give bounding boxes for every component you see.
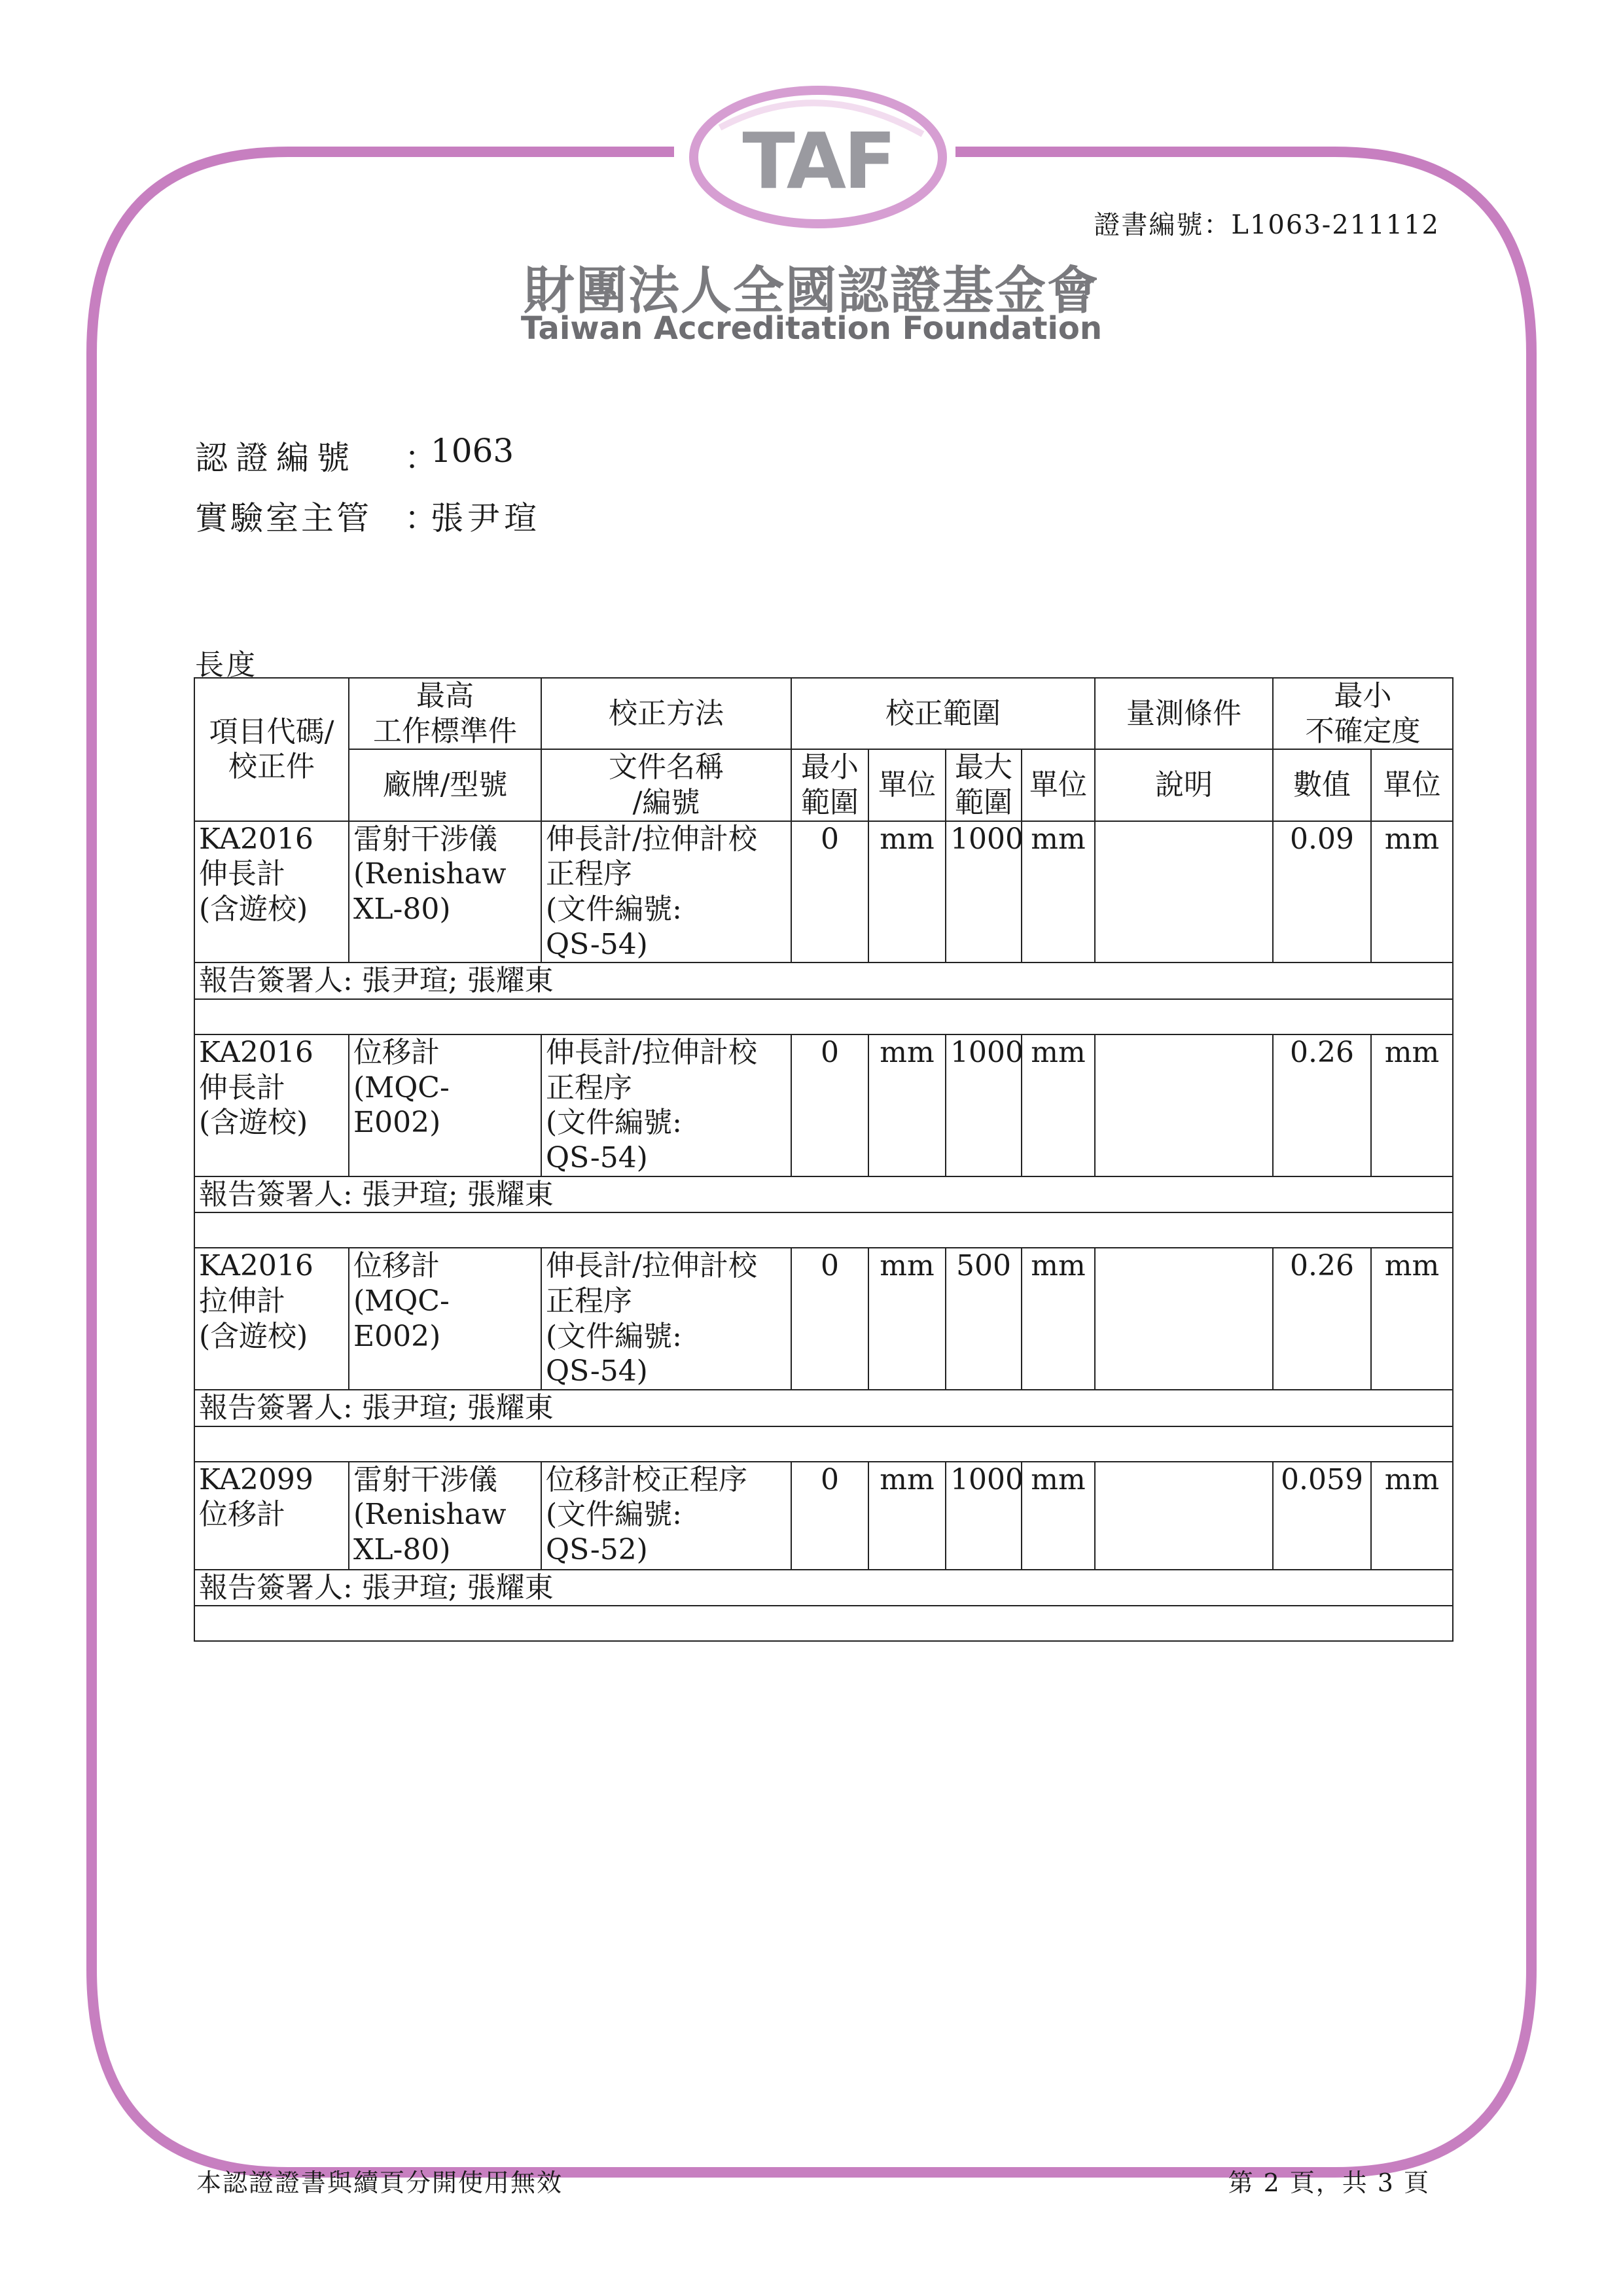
header-document: 文件名稱 /編號	[541, 749, 791, 821]
signers-text: 報告簽署人: 張尹瑄; 張耀東	[194, 1570, 1453, 1606]
header-range-min-unit: 單位	[868, 749, 946, 821]
page-indicator	[1228, 2163, 1430, 2199]
section-title: 長度	[195, 648, 258, 682]
footer-notice: 本認證證書與續頁分開使用無效	[196, 2168, 563, 2197]
cell-range-min: 0	[791, 821, 868, 963]
manager-row	[195, 492, 541, 539]
manager-label: 實驗室主管	[195, 499, 372, 537]
header-item: 項目代碼/ 校正件	[194, 678, 349, 821]
cell-conditions	[1095, 1462, 1273, 1570]
header-range-max: 最大 範圍	[946, 749, 1022, 821]
header-uncertainty: 最小 不確定度	[1273, 678, 1453, 749]
table-row	[194, 1462, 1453, 1570]
cell-conditions	[1095, 1248, 1273, 1390]
table-row	[194, 1034, 1453, 1176]
spacer-row	[194, 1426, 1453, 1462]
accreditation-separator: ：	[404, 439, 437, 477]
cell-range-max-unit: mm	[1022, 1462, 1095, 1570]
cell-method: 伸長計/拉伸計校 正程序 (文件編號: QS-54)	[541, 1248, 791, 1390]
certificate-number-value: L1063-211112	[1231, 210, 1440, 240]
cell-range-min-unit: mm	[868, 821, 946, 963]
cell-uncertainty-value: 0.26	[1273, 1034, 1371, 1176]
taf-logo	[681, 82, 955, 232]
signers-row	[194, 1570, 1453, 1606]
cell-range-max-unit: mm	[1022, 821, 1095, 963]
page-suffix: 頁	[1403, 2168, 1430, 2197]
spacer-row	[194, 999, 1453, 1034]
table-row	[194, 821, 1453, 963]
cell-range-max-unit: mm	[1022, 1248, 1095, 1390]
cell-item: KA2099 位移計	[194, 1462, 349, 1570]
cell-standard: 雷射干涉儀 (Renishaw XL-80)	[349, 1462, 541, 1570]
cell-item: KA2016 拉伸計 (含遊校)	[194, 1248, 349, 1390]
cell-standard: 位移計 (MQC-E002)	[349, 1248, 541, 1390]
accreditation-label: 認證編號	[195, 439, 357, 477]
cell-range-max: 1000	[946, 1462, 1022, 1570]
header-uncertainty-value: 數值	[1273, 749, 1371, 821]
cell-range-min: 0	[791, 1462, 868, 1570]
signers-row	[194, 1176, 1453, 1213]
cell-uncertainty-value: 0.09	[1273, 821, 1371, 963]
cell-item: KA2016 伸長計 (含遊校)	[194, 1034, 349, 1176]
header-uncertainty-unit: 單位	[1371, 749, 1453, 821]
table-row	[194, 1248, 1453, 1390]
cell-method: 伸長計/拉伸計校 正程序 (文件編號: QS-54)	[541, 821, 791, 963]
spacer-cell	[194, 1212, 1453, 1248]
cell-uncertainty-value: 0.26	[1273, 1248, 1371, 1390]
cell-range-max: 500	[946, 1248, 1022, 1390]
cell-range-min: 0	[791, 1248, 868, 1390]
signers-row	[194, 963, 1453, 999]
cell-range-max: 1000	[946, 821, 1022, 963]
cell-range-min-unit: mm	[868, 1248, 946, 1390]
cell-conditions	[1095, 1034, 1273, 1176]
header-conditions-description: 說明	[1095, 749, 1273, 821]
page-current: 2	[1263, 2168, 1281, 2197]
cell-method: 伸長計/拉伸計校 正程序 (文件編號: QS-54)	[541, 1034, 791, 1176]
header-standard: 最高 工作標準件	[349, 678, 541, 749]
manager-separator: ：	[404, 499, 437, 537]
organization-name-en: Taiwan Accreditation Foundation	[520, 310, 1103, 347]
manager-value: 張尹瑄	[431, 499, 541, 537]
header-brand-model: 廠牌/型號	[349, 749, 541, 821]
signers-text: 報告簽署人: 張尹瑄; 張耀東	[194, 1390, 1453, 1426]
header-range-min: 最小 範圍	[791, 749, 868, 821]
signers-row	[194, 1390, 1453, 1426]
certificate-number	[1094, 204, 1440, 241]
accreditation-row	[195, 432, 514, 479]
cell-range-min: 0	[791, 1034, 868, 1176]
logo-text: TAF	[742, 116, 894, 206]
header-range-max-unit: 單位	[1022, 749, 1095, 821]
cell-range-min-unit: mm	[868, 1462, 946, 1570]
page-total: 3	[1377, 2168, 1395, 2197]
signers-text: 報告簽署人: 張尹瑄; 張耀東	[194, 963, 1453, 999]
spacer-row	[194, 1606, 1453, 1641]
scope-table	[194, 677, 1454, 1642]
header-range: 校正範圍	[791, 678, 1095, 749]
spacer-cell	[194, 999, 1453, 1034]
cell-uncertainty-unit: mm	[1371, 1034, 1453, 1176]
cell-range-min-unit: mm	[868, 1034, 946, 1176]
certificate-number-label: 證書編號：	[1094, 210, 1232, 240]
spacer-cell	[194, 1606, 1453, 1641]
cell-uncertainty-unit: mm	[1371, 821, 1453, 963]
cell-uncertainty-unit: mm	[1371, 1248, 1453, 1390]
cell-uncertainty-value: 0.059	[1273, 1462, 1371, 1570]
cell-standard: 位移計 (MQC-E002)	[349, 1034, 541, 1176]
signers-text: 報告簽署人: 張尹瑄; 張耀東	[194, 1176, 1453, 1213]
header-method: 校正方法	[541, 678, 791, 749]
cell-uncertainty-unit: mm	[1371, 1462, 1453, 1570]
accreditation-value: 1063	[431, 432, 514, 470]
cell-item: KA2016 伸長計 (含遊校)	[194, 821, 349, 963]
cell-method: 位移計校正程序 (文件編號: QS-52)	[541, 1462, 791, 1570]
spacer-cell	[194, 1426, 1453, 1462]
header-conditions: 量測條件	[1095, 678, 1273, 749]
page-prefix: 第	[1228, 2168, 1255, 2197]
spacer-row	[194, 1212, 1453, 1248]
cell-range-max: 1000	[946, 1034, 1022, 1176]
cell-range-max-unit: mm	[1022, 1034, 1095, 1176]
page-mid: 頁，共	[1289, 2168, 1368, 2197]
cell-standard: 雷射干涉儀 (Renishaw XL-80)	[349, 821, 541, 963]
cell-conditions	[1095, 821, 1273, 963]
organization-name-cn: 財團法人全國認證基金會	[523, 262, 1099, 321]
